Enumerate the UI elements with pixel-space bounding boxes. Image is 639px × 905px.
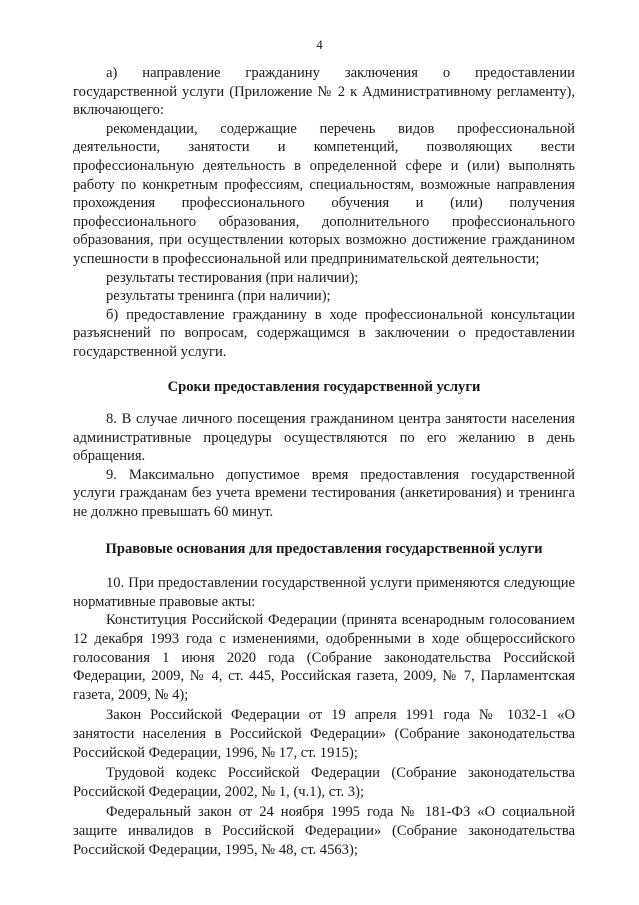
paragraph-recommendations: рекомендации, содержащие перечень видов профессиональной деятельности, занятости и компетенций, позволяющих вести профессиональную деятельность в определенной сфере и (или) выполнять работу по конкретным профессиям, специальностям, возможные направления прохождения профессионального обучения и (или) получения профессионального образования, дополнительного профессионального образования, при осуществлении которых возможно достижение гражданином успешности в профессиональной или предпринимательской деятельности; bbox=[73, 120, 575, 267]
paragraph-employment-law: Закон Российской Федерации от 19 апреля 1991 года № 1032-1 «О занятости населения в Российской Федерации» (Собрание законодательства Российской Федерации, 1996, № 17, ст. 1915); bbox=[73, 707, 575, 761]
page-number: 4 bbox=[316, 37, 323, 52]
section-heading-legal-grounds: Правовые основания для предоставления государственной услуги bbox=[105, 540, 543, 557]
paragraph-constitution: Конституция Российской Федерации (принята всенародным голосованием 12 декабря 1993 года с изменениями, одобренными в ходе общероссийского голосования 1 июня 2020 года (Собрание законодательства Российской Федерации, 2009, № 4, ст. 445, Российская газета, 2009, № 7, Парламентская газета, 2009, № 4); bbox=[73, 612, 575, 703]
paragraph-10: 10. При предоставлении государственной услуги применяются следующие нормативные правовые акты: bbox=[73, 575, 575, 610]
paragraph-training-results: результаты тренинга (при наличии); bbox=[106, 288, 331, 305]
paragraph-disabled-protection-law: Федеральный закон от 24 ноября 1995 года № 181-ФЗ «О социальной защите инвалидов в Российской Федерации» (Собрание законодательства Российской Федерации, 1995, № 48, ст. 4563); bbox=[73, 804, 575, 858]
paragraph-a: а) направление гражданину заключения о предоставлении государственной услуги (Приложение № 2 к Административному регламенту), включающего: bbox=[73, 65, 575, 119]
paragraph-labor-code: Трудовой кодекс Российской Федерации (Собрание законодательства Российской Федерации, 2002, № 1, (ч.1), ст. 3); bbox=[73, 765, 575, 800]
section-heading-terms: Сроки предоставления государственной услуги bbox=[167, 378, 481, 395]
paragraph-b: б) предоставление гражданину в ходе профессиональной консультации разъяснений по вопросам, содержащимся в заключении о предоставлении государственной услуги. bbox=[73, 306, 575, 360]
document-body bbox=[73, 64, 575, 859]
paragraph-9: 9. Максимально допустимое время предоставления государственной услуги гражданам без учета времени тестирования (анкетирования) и тренинга не должно превышать 60 минут. bbox=[73, 466, 575, 521]
paragraph-8: 8. В случае личного посещения гражданином центра занятости населения административные процедуры осуществляются по его желанию в день обращения. bbox=[73, 411, 575, 465]
paragraph-testing-results: результаты тестирования (при наличии); bbox=[106, 269, 359, 286]
